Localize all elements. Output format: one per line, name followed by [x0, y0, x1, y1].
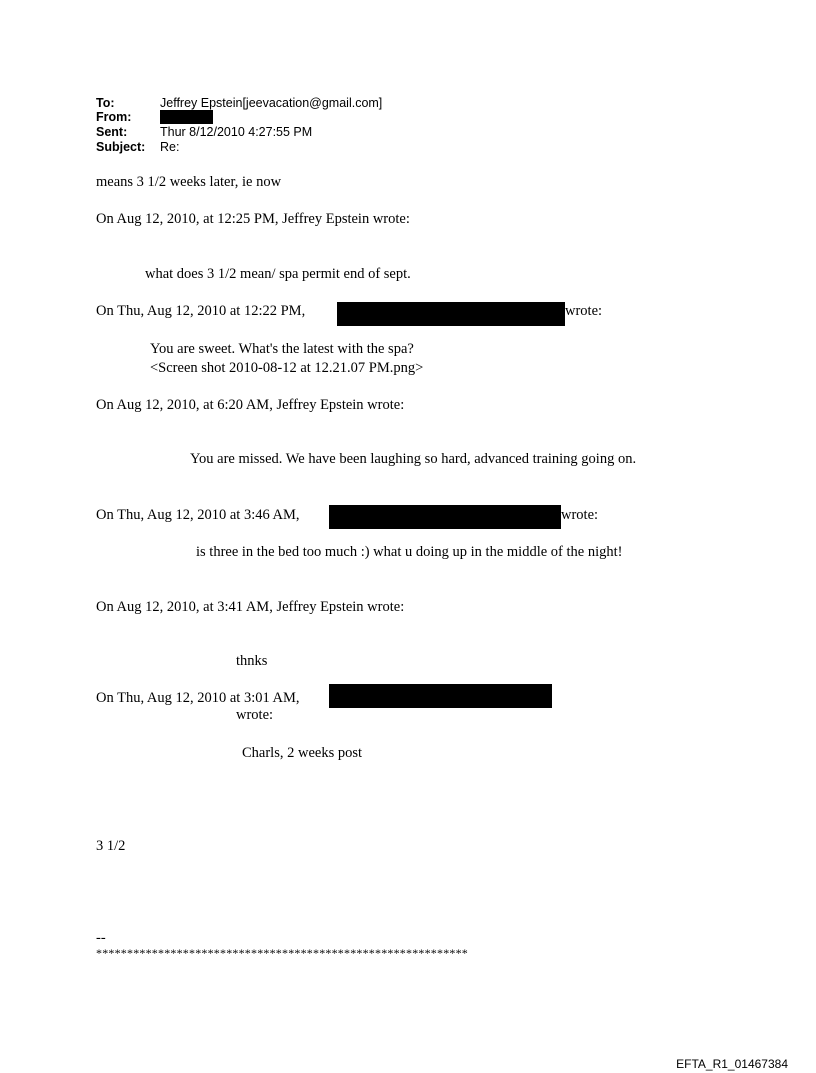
quote2-header-prefix: On Thu, Aug 12, 2010 at 12:22 PM, [96, 303, 306, 319]
from-label: From: [96, 110, 132, 124]
quote5-text: thnks [236, 653, 268, 669]
quote3-text: You are missed. We have been laughing so hard, advanced training going on. [190, 451, 637, 467]
quote4-header-suffix: wrote: [561, 507, 599, 523]
to-label: To: [96, 96, 115, 110]
quote5-header: On Aug 12, 2010, at 3:41 AM, Jeffrey Epstein wrote: [96, 599, 405, 615]
to-value: Jeffrey Epstein[jeevacation@gmail.com] [160, 96, 383, 110]
quote2-attachment: <Screen shot 2010-08-12 at 12.21.07 PM.png> [150, 360, 424, 376]
quote2-header-suffix: wrote: [565, 303, 603, 319]
subject-label: Subject: [96, 140, 146, 154]
sent-label: Sent: [96, 125, 128, 139]
signature-dashes: -- [96, 930, 106, 946]
subject-value: Re: [160, 140, 180, 154]
quote6-sender-redaction [329, 684, 552, 708]
quote6-header-suffix: wrote: [236, 707, 274, 723]
quote2-sender-redaction [337, 302, 565, 326]
quote4-sender-redaction [329, 505, 561, 529]
from-redaction [160, 110, 213, 124]
quote1-header: On Aug 12, 2010, at 12:25 PM, Jeffrey Epstein wrote: [96, 211, 410, 227]
quote2-text-1: You are sweet. What's the latest with the spa? [150, 341, 414, 357]
document-id: EFTA_R1_01467384 [676, 1057, 788, 1071]
quote1-text: what does 3 1/2 mean/ spa permit end of sept. [145, 266, 411, 282]
quote4-text: is three in the bed too much :) what u doing up in the middle of the night! [196, 544, 623, 560]
quote3-header: On Aug 12, 2010, at 6:20 AM, Jeffrey Epstein wrote: [96, 397, 405, 413]
quote6-header-prefix: On Thu, Aug 12, 2010 at 3:01 AM, [96, 690, 300, 706]
reply-text: means 3 1/2 weeks later, ie now [96, 174, 282, 190]
quote4-header-prefix: On Thu, Aug 12, 2010 at 3:46 AM, [96, 507, 300, 523]
tail-text: 3 1/2 [96, 838, 126, 854]
sent-value: Thur 8/12/2010 4:27:55 PM [160, 125, 313, 139]
signature-stars: ************************************************************ [96, 946, 468, 960]
quote6-text: Charls, 2 weeks post [242, 745, 363, 761]
